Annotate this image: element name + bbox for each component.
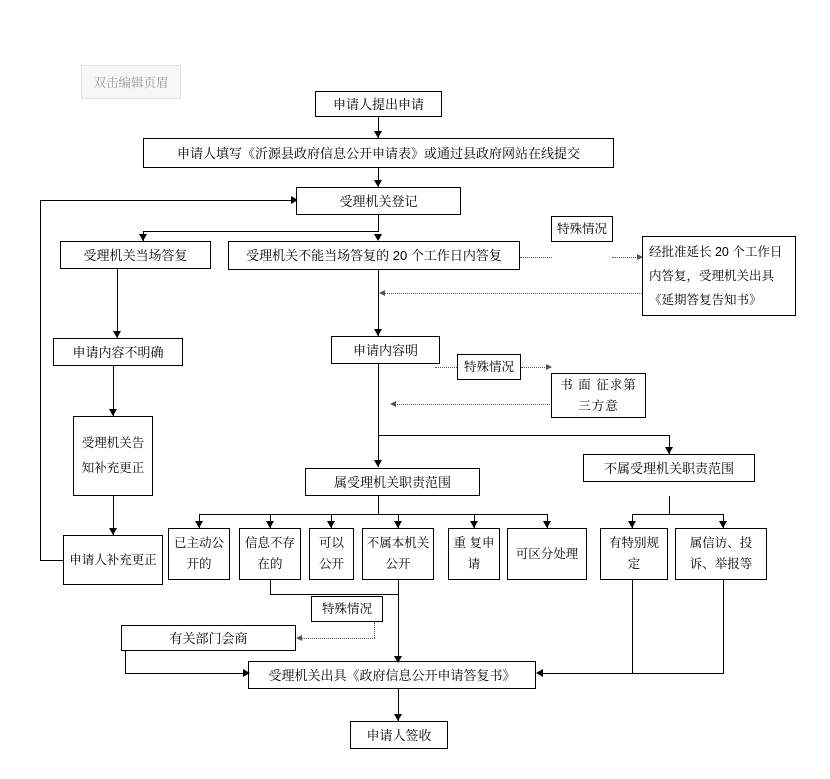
dotted-n11-back — [394, 404, 550, 405]
arrowhead-n26-top — [394, 656, 402, 663]
node-reply-within-20-days[interactable]: 受理机关不能当场答复的 20 个工作日内答复 — [228, 241, 520, 270]
arrowhead-n14 — [374, 460, 382, 467]
connector-n25-merge — [125, 673, 248, 674]
arrowhead-n25 — [296, 635, 302, 641]
node-applicant-receipt[interactable]: 申请人签收 — [350, 721, 448, 749]
connector-n17-merge — [270, 594, 399, 595]
node-issue-reply-letter[interactable]: 受理机关出具《政府信息公开申请答复书》 — [248, 661, 536, 689]
arrowhead-n19 — [394, 521, 402, 528]
arrowhead-n11-back — [390, 401, 396, 407]
node-reply-on-site[interactable]: 受理机关当场答复 — [60, 241, 211, 269]
connector-n25-down — [125, 650, 126, 674]
node-special-provision[interactable]: 有特别规定 — [600, 528, 668, 580]
connector-bus-n3 — [143, 231, 379, 232]
node-already-disclosed[interactable]: 已主动公开的 — [168, 528, 230, 580]
connector-n15-bus — [669, 496, 670, 514]
arrowhead-n9 — [374, 329, 382, 336]
node-info-nonexistent[interactable]: 信息不存在的 — [239, 528, 301, 580]
node-interagency-consult[interactable]: 有关部门会商 — [121, 625, 296, 651]
connector-n5-n9 — [378, 270, 379, 336]
arrowhead-n22 — [628, 521, 636, 528]
arrowhead-n5 — [374, 234, 382, 241]
arrowhead-n7-back — [379, 290, 385, 296]
arrowhead-n20 — [470, 521, 478, 528]
connector-bus-n14-n15 — [378, 435, 669, 436]
arrowhead-n26-left — [243, 669, 250, 677]
arrowhead-n16 — [195, 521, 203, 528]
node-outside-agency-scope[interactable]: 不属受理机关职责范围 — [583, 454, 755, 482]
arrowhead-n27 — [394, 714, 402, 721]
arrowhead-n1-n2 — [374, 131, 382, 138]
dotted-n24-link — [374, 622, 375, 638]
connector-right-merge — [540, 673, 724, 674]
node-special-case-1[interactable]: 特殊情况 — [551, 216, 613, 242]
node-notify-supplement[interactable]: 受理机关告知补充更正 — [73, 416, 153, 496]
arrowhead-n21 — [543, 521, 551, 528]
arrowhead-loop-n3 — [291, 196, 298, 204]
dotted-n5-n6 — [520, 257, 552, 258]
connector-n15-leafbus — [632, 514, 723, 515]
arrowhead-n7 — [637, 254, 643, 260]
node-separable-handling[interactable]: 可区分处理 — [507, 528, 587, 580]
node-duplicate-request[interactable]: 重 复申请 — [448, 528, 500, 580]
arrowhead-n13 — [109, 528, 117, 535]
node-fill-application-form[interactable]: 申请人填写《沂源县政府信息公开申请表》或通过县政府网站在线提交 — [143, 138, 614, 168]
arrowhead-n4 — [139, 234, 147, 241]
connector-n14-bus — [378, 496, 379, 514]
header-edit-placeholder[interactable]: 双击编辑页眉 — [81, 65, 181, 99]
connector-n17-down — [270, 580, 271, 594]
node-not-this-agency[interactable]: 不属本机关公开 — [362, 528, 434, 580]
node-agency-registration[interactable]: 受理机关登记 — [296, 187, 461, 215]
arrowhead-n8 — [113, 331, 121, 338]
arrowhead-n12 — [109, 409, 117, 416]
dotted-n7-back — [383, 293, 642, 294]
node-applicant-supplement[interactable]: 申请人补充更正 — [63, 535, 163, 585]
node-can-disclose[interactable]: 可以公开 — [309, 528, 354, 580]
connector-leafbus — [199, 514, 547, 515]
node-applicant-submit[interactable]: 申请人提出申请 — [315, 91, 442, 117]
node-petition-complaint[interactable]: 属信访、投诉、举报等 — [675, 528, 767, 580]
arrowhead-n11 — [546, 364, 552, 370]
arrowhead-n2-n3 — [374, 180, 382, 187]
node-request-clear[interactable]: 申请内容明 — [331, 336, 440, 364]
arrowhead-n17 — [266, 521, 274, 528]
dotted-n24-n25 — [300, 638, 375, 639]
node-within-agency-scope[interactable]: 属受理机关职责范围 — [305, 468, 480, 496]
node-special-case-3[interactable]: 特殊情况 — [311, 596, 383, 622]
node-written-third-party[interactable]: 书 面 征求第三方意 — [551, 373, 646, 418]
node-special-case-2[interactable]: 特殊情况 — [457, 354, 521, 380]
arrowhead-n15 — [665, 447, 673, 454]
connector-loop-top-h — [40, 200, 296, 201]
arrowhead-n23 — [719, 521, 727, 528]
arrowhead-n26-right — [536, 669, 543, 677]
connector-n9-bus — [378, 364, 379, 435]
connector-loop-v — [40, 200, 41, 560]
arrowhead-n18 — [327, 521, 335, 528]
dotted-n9-n10 — [435, 367, 457, 368]
node-request-unclear[interactable]: 申请内容不明确 — [53, 338, 183, 366]
connector-n23-down — [723, 580, 724, 673]
connector-n3-bus — [378, 214, 379, 231]
node-extension-notice[interactable]: 经批准延长 20 个工作日内答复，受理机关出具《延期答复告知书》 — [642, 236, 796, 316]
connector-n22-down — [632, 580, 633, 673]
connector-n4-n8 — [117, 268, 118, 338]
